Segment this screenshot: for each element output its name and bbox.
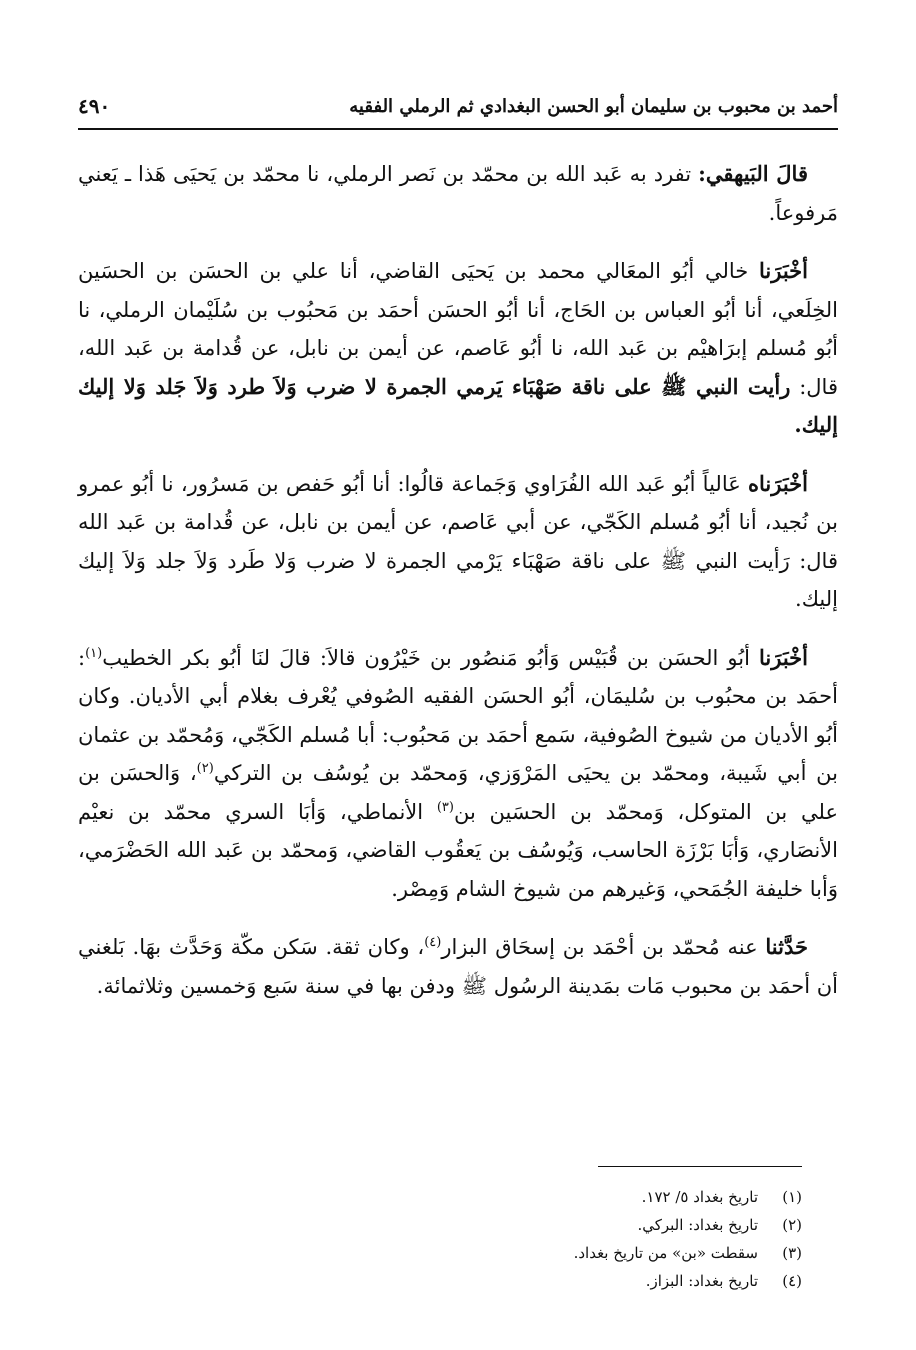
paragraph-5 <box>78 928 838 1005</box>
footnote-number: (٢) <box>782 1216 802 1234</box>
paragraph-3 <box>78 465 838 619</box>
footnote-number: (٣) <box>782 1244 802 1262</box>
hadith-quote: رأيت النبي ﷺ على ناقة صَهْبَاء يَرمي الجمرة لا ضرب وَلاَ طرد وَلاَ جَلد وَلا إليك إليك. <box>78 373 838 437</box>
paragraph-text: أبُو الحسَن بن قُبَيْس وَأبُو مَنصُور بن خَيْرُون قالاَ: قالَ لنَا أبُو بكر الخطيب <box>102 645 760 670</box>
paragraph-text: ، وكان ثقة. سَكن مكّة وَحَدَّث بهَا. بَلغني أن أحمَد بن محبوب مَات بمَدينة الرسُول ﷺ ودفن بها في سنة سَبع وَخمسين وثلاثمائة. <box>78 935 838 998</box>
footnote-text: تاريخ بغداد: البركي. <box>637 1216 758 1234</box>
running-header <box>78 92 838 130</box>
paragraph-text: تفرد به عَبد الله بن محمّد بن نَصر الرملي، نا محمّد بن يَحيَى هَذا ـ يَعني مَرفوعاً. <box>78 162 838 225</box>
paragraph-text: خالي أبُو المعَالي محمد بن يَحيَى القاضي، أنا علي بن الحسَن بن الحسَين الخِلَعي، أنا أبُو العباس بن الحَاج، أنا أبُو الحسَن أحمَد بن مَحبُوب بن سُلَيْمان الرملي، نا أبُو مُسلم إبرَاهيْم بن عَبد الله، نا أبُو عَاصم، عن أيمن بن نابل، عن قُدامة بن عَبد الله، قال: <box>78 259 838 399</box>
footnote-number: (١) <box>782 1188 802 1206</box>
paragraph-lead: قالَ البَيهقي: <box>698 161 808 186</box>
footnote-ref-1: (١) <box>85 645 103 661</box>
paragraph-2 <box>78 252 838 445</box>
main-text <box>78 155 838 1025</box>
header-title: أحمد بن محبوب بن سليمان أبو الحسن البغدادي ثم الرملي الفقيه <box>349 96 838 117</box>
footnote-text: سقطت «بن» من تاريخ بغداد. <box>573 1244 758 1262</box>
footnotes <box>78 1183 802 1295</box>
paragraph-lead: حَدَّثنا <box>765 934 808 959</box>
footnote-ref-3: (٣) <box>436 799 454 815</box>
footnote-ref-2: (٢) <box>196 761 214 776</box>
footnote-4 <box>78 1267 802 1295</box>
paragraph-lead: أخْبَرَنا <box>759 258 808 283</box>
footnote-text: تاريخ بغداد ٥/ ١٧٢. <box>641 1188 758 1206</box>
paragraph-text: عَالياً أبُو عَبد الله الفُرَاوي وَجَماعة قالُوا: أنا أبُو حَفص بن مَسرُور، نا أبُو عمرو بن نُجيد، أنا أبُو مُسلم الكَجّي، عن أبي عَاصم، عن أيمن بن نابل، عن قُدامة بن عَبد الله قال: رَأيت النبي ﷺ على ناقة صَهْبَاء يَرْمي الجمرة لا ضرب وَلا طَرد وَلاَ جلد وَلاَ إليك إليك. <box>78 471 838 611</box>
footnote-ref-4: (٤) <box>424 935 442 950</box>
paragraph-text: عنه مُحمّد بن أحْمَد بن إسحَاق البزار <box>441 935 766 959</box>
paragraph-lead: أخْبَرَنا <box>759 644 808 670</box>
footnote-3 <box>78 1239 802 1267</box>
paragraph-text: الأنماطي، وَأبَا السري محمّد بن نعيْم الأنصَاري، وَأبَا بَرْزَة الحاسب، وَيُوسُف بن يَعقُوب القاضي، وَمحمّد بن عَبد الله الحَضْرَمي، وَأبا خليفة الجُمَحي، وَغيرهم من شيوخ الشام وَمِصْر. <box>78 799 838 901</box>
paragraph-text: : أحمَد بن محبُوب بن سُليمَان، أبُو الحسَن الفقيه الصُوفي يُعْرف بغلام أبي الأديان. وكان أبُو الأديان من شيوخ الصُوفية، سَمع أحمَد بن مَحبُوب: أبا مُسلم الكَجّي، وَمُحمّد بن عثمان بن أبي شَيبة، ومحمّد بن يحيَى المَرْوَزي، وَمحمّد بن يُوسُف بن التركي <box>78 645 838 785</box>
footnote-1 <box>78 1183 802 1211</box>
page-number: ٤٩٠ <box>78 94 111 118</box>
footnote-2 <box>78 1211 802 1239</box>
footnote-number: (٤) <box>782 1272 802 1290</box>
footnote-divider <box>598 1166 802 1167</box>
footnote-text: تاريخ بغداد: البزاز. <box>645 1272 758 1290</box>
paragraph-1 <box>78 155 838 232</box>
paragraph-4 <box>78 639 838 909</box>
paragraph-text: ، وَالحسَن بن علي بن المتوكل، وَمحمّد بن الحسَين بن <box>78 761 838 824</box>
paragraph-lead: أخْبَرَناه <box>748 470 808 496</box>
